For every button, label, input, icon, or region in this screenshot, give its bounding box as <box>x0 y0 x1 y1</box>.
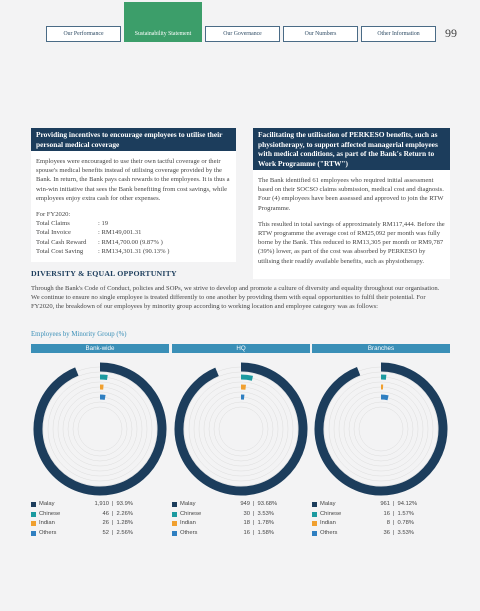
legend-label: Malay <box>180 501 196 507</box>
legend-row-malay <box>31 500 169 510</box>
medical-coverage-title: Providing incentives to encourage employees to utilise their personal medical coverage <box>31 128 236 151</box>
guide-circle <box>219 407 263 451</box>
legend-separator: | <box>112 520 114 526</box>
legend-value: 961 <box>380 501 390 507</box>
medical-coverage-text: Employees were encouraged to use their own tactful coverage or their spouse's medical benefits instead of utilising coverage provided by the Bank. In return, the Bank pays cash rewards to the employees. It is thus a win-win initiative that sees the Bank benefiting from cost savings, while employees enjoy extra cash for other expenses. <box>36 158 230 202</box>
legend-swatch <box>31 502 36 507</box>
legend-label: Indian <box>180 520 196 526</box>
legend-percent: 3.53% <box>397 529 414 536</box>
guide-circle <box>73 402 127 456</box>
top-navigation <box>46 26 436 43</box>
legend-swatch <box>31 531 36 536</box>
legend-swatch <box>312 512 317 517</box>
perkeso-text-2: This resulted in total savings of approximately RM117,444. Before the RTW programme the average cost of RM25,092 per month was fully borne by the Bank. This reduced to RM13,305 per month or RM9,787 (39%) lower, as part of the cost was absorbed by PERKESO by utilising their readily available benefits, such as physiotherapy. <box>258 220 445 265</box>
legend-value: 36 <box>383 529 390 536</box>
chart-title-hq: HQ <box>172 344 310 353</box>
guide-circle <box>63 392 137 466</box>
legend-value: 16 <box>383 510 390 517</box>
legend-branches <box>312 500 450 538</box>
guide-circle <box>189 377 293 481</box>
chart-group-bank-wide <box>31 344 169 536</box>
guide-circle <box>204 392 278 466</box>
legend-separator: | <box>112 510 114 517</box>
legend-swatch <box>312 521 317 526</box>
legend-value: 18 <box>243 520 250 526</box>
cost-saving-row: Total Cost Saving : RM134,301.31 (90.13% ) <box>36 247 170 255</box>
guide-circle <box>349 397 413 461</box>
chart-label: Employees by Minority Group (%) <box>31 331 127 338</box>
legend-percent: 3.53% <box>257 510 274 517</box>
invoice-row: Total Invoice : RM149,001.31 <box>36 229 142 237</box>
legend-percent: 1.57% <box>397 510 414 517</box>
legend-value: 949 <box>240 501 250 507</box>
legend-percent: 2.56% <box>116 529 133 536</box>
legend-swatch <box>172 502 177 507</box>
legend-row-indian <box>312 519 450 529</box>
legend-separator: | <box>393 520 395 526</box>
guide-circle <box>329 377 433 481</box>
legend-separator: | <box>253 529 255 536</box>
guide-circle <box>324 372 438 486</box>
legend-separator: | <box>393 501 395 507</box>
legend-percent: 94.12% <box>397 501 418 507</box>
perkeso-box <box>253 128 450 279</box>
legend-swatch <box>172 531 177 536</box>
guide-circle <box>68 397 132 461</box>
legend-percent: 0.78% <box>397 520 414 526</box>
guide-circle <box>344 392 418 466</box>
legend-label: Others <box>39 529 57 536</box>
legend-swatch <box>312 502 317 507</box>
legend-label: Malay <box>320 501 336 507</box>
tab-other-information[interactable]: Other Information <box>361 26 436 42</box>
legend-value: 46 <box>102 510 109 517</box>
donut-branches <box>312 360 450 498</box>
guide-circle <box>48 377 152 481</box>
fy-label: For FY2020: <box>36 211 71 219</box>
legend-separator: | <box>253 520 255 526</box>
legend-row-others <box>172 529 310 539</box>
legend-label: Others <box>320 529 338 536</box>
legend-label: Chinese <box>180 510 202 517</box>
legend-percent: 1.78% <box>257 520 274 526</box>
legend-value: 1,910 <box>94 501 109 507</box>
section-intro: Through the Bank's Code of Conduct, policies and SOPs, we strive to develop and promote a culture of diversity and equality throughout our organisation. We continue to ensure no single employee is treated differently to one another by providing them with equal opportunities to fulfil their potential. For FY2020, the breakdown of our employees by minority group according to working location and employee category was as follows: <box>31 285 440 311</box>
legend-separator: | <box>253 510 255 517</box>
guide-circle <box>78 407 122 451</box>
legend-separator: | <box>112 529 114 536</box>
cash-reward-row: Total Cash Reward : RM14,700.00 (9.87% ) <box>36 238 163 246</box>
guide-circle <box>359 407 403 451</box>
page-number: 99 <box>445 26 457 40</box>
legend-swatch <box>312 531 317 536</box>
perkeso-title: Facilitating the utilisation of PERKESO benefits, such as physiotherapy, to support affected managerial employees with medical conditions, as part of the Bank's Return to Work Programme ("RTW") <box>253 128 450 170</box>
guide-circle <box>199 387 283 471</box>
ring-chinese <box>241 377 252 378</box>
claims-row: Total Claims : 19 <box>36 220 109 228</box>
legend-label: Indian <box>39 520 55 526</box>
legend-value: 26 <box>102 520 109 526</box>
legend-swatch <box>172 512 177 517</box>
ring-others <box>381 397 388 398</box>
legend-swatch <box>31 521 36 526</box>
chart-title-branches: Branches <box>312 344 450 353</box>
tab-our-numbers[interactable]: Our Numbers <box>283 26 358 42</box>
legend-separator: | <box>112 501 114 507</box>
legend-row-indian <box>172 519 310 529</box>
guide-circle <box>43 372 157 486</box>
guide-circle <box>354 402 408 456</box>
legend-bank-wide <box>31 500 169 538</box>
legend-percent: 1.58% <box>257 529 274 536</box>
legend-separator: | <box>393 529 395 536</box>
legend-row-malay <box>172 500 310 510</box>
section-title: DIVERSITY & EQUAL OPPORTUNITY <box>31 269 177 278</box>
legend-value: 16 <box>243 529 250 536</box>
legend-label: Malay <box>39 501 55 507</box>
legend-row-indian <box>31 519 169 529</box>
legend-label: Others <box>180 529 198 536</box>
medical-coverage-box <box>31 128 236 262</box>
guide-circle <box>209 397 273 461</box>
legend-swatch <box>31 512 36 517</box>
guide-circle <box>339 387 423 471</box>
legend-label: Chinese <box>320 510 342 517</box>
ring-chinese <box>100 377 107 378</box>
legend-percent: 93.68% <box>257 501 278 507</box>
legend-separator: | <box>393 510 395 517</box>
legend-row-others <box>31 529 169 539</box>
chart-title-bank-wide: Bank-wide <box>31 344 169 353</box>
legend-row-others <box>312 529 450 539</box>
legend-value: 52 <box>102 529 109 536</box>
legend-value: 8 <box>386 520 390 526</box>
legend-row-chinese <box>172 510 310 520</box>
legend-swatch <box>172 521 177 526</box>
legend-percent: 1.28% <box>116 520 133 526</box>
tab-our-governance[interactable]: Our Governance <box>205 26 280 42</box>
tab-sustainability-statement[interactable]: Sustainability Statement <box>124 2 202 42</box>
legend-value: 30 <box>243 510 250 517</box>
chart-group-hq <box>172 344 310 536</box>
legend-separator: | <box>253 501 255 507</box>
legend-percent: 2.26% <box>116 510 133 517</box>
donut-hq <box>172 360 310 498</box>
legend-percent: 93.9% <box>116 501 133 507</box>
tab-our-performance[interactable]: Our Performance <box>46 26 121 42</box>
guide-circle <box>58 387 142 471</box>
perkeso-text-1: The Bank identified 61 employees who required initial assessment based on their SOCSO claims submission, medical cost and diagnosis. Four (4) employees have been assessed and approved to join the RTW Programme. <box>258 177 444 212</box>
legend-label: Indian <box>320 520 336 526</box>
legend-row-malay <box>312 500 450 510</box>
legend-row-chinese <box>31 510 169 520</box>
donut-bank-wide <box>31 360 169 498</box>
legend-row-chinese <box>312 510 450 520</box>
legend-hq <box>172 500 310 538</box>
legend-label: Chinese <box>39 510 61 517</box>
chart-group-branches <box>312 344 450 536</box>
guide-circle <box>214 402 268 456</box>
